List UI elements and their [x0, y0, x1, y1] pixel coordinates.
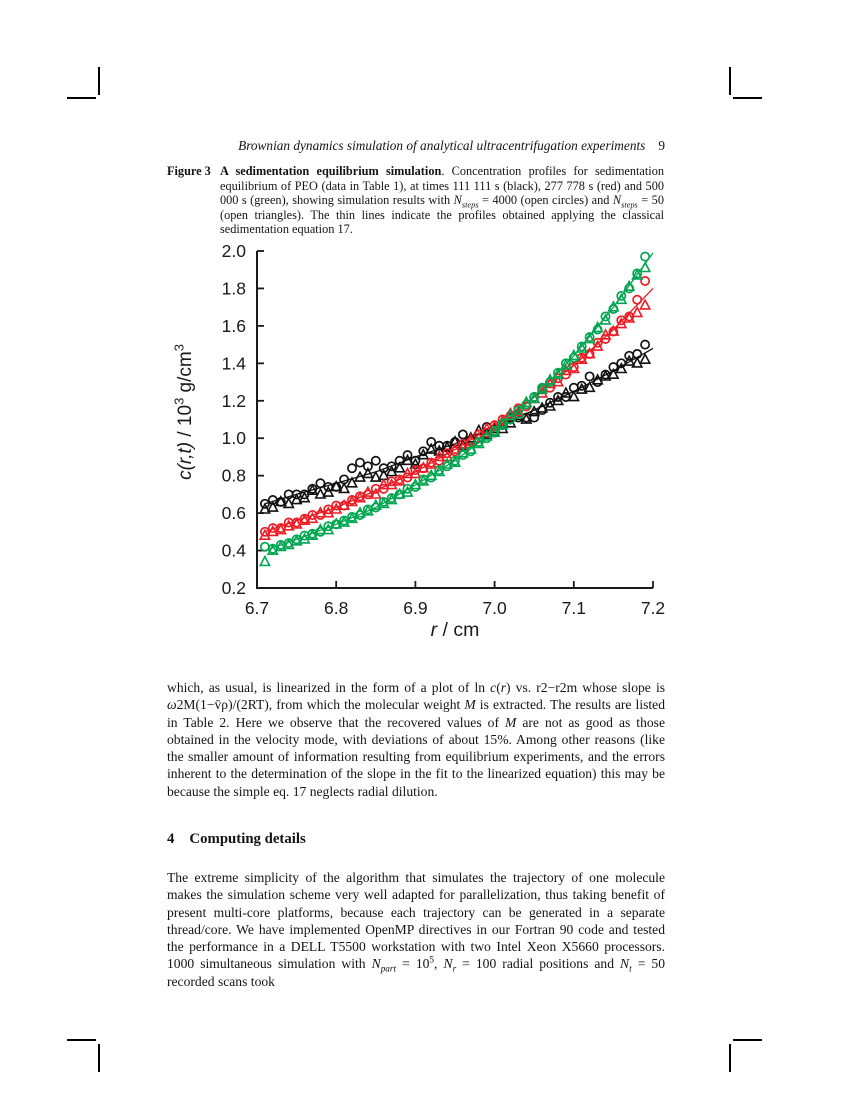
series-black-circles: [261, 341, 649, 508]
x-axis-label: r / cm: [430, 619, 480, 641]
y-tick-label: 0.2: [221, 578, 246, 598]
y-tick-label: 1.2: [221, 390, 246, 411]
y-tick-label: 0.4: [221, 540, 246, 561]
y-tick-label: 0.6: [221, 503, 246, 524]
series-green-circles: [261, 253, 649, 553]
series-black-triangles: [260, 354, 650, 513]
figure-caption-text: A sedimentation equilibrium simulation. Concentration profiles for sedimentation equilibrium of PEO (data in Table 1), at times 111 111 s (black), 277 778 s (red) and 500 000 s (green), showing simulation results with $N_{steps} = 4000$ (open circles) and $N_{steps} = 50$ (open triangles). The thin lines indicate the profiles obtained applying the classical sedimentation equation 17.: [220, 164, 664, 237]
figure-caption-label: Figure 3: [167, 164, 211, 178]
y-tick-label: 1.0: [221, 428, 246, 449]
crop-mark-top-right-h: [733, 97, 762, 99]
crop-mark-top-left-h: [67, 97, 96, 99]
section-heading-computing-details: [167, 831, 306, 848]
x-tick-label: 7.2: [640, 598, 666, 618]
section-number: 4: [167, 831, 175, 847]
paragraph-equilibrium-results: which, as usual, is linearized in the form of a plot of ln c(r) vs. r2−r2m whose slope is ω2M(1−v̄ρ)/(2RT), from which the molecular weight M is extracted. The results are listed in Table 2. Here we observe that the recovered values of M are not as good as those obtained in the velocity mode, with deviations of about 15%. Among other reasons (like the smaller amount of information resulting from equilibrium experiments, and the errors inherent to the determination of the slope in the fit to the linearized equation) this may be because the simple eq. 17 neglects radial dilution.: [167, 680, 666, 799]
crop-mark-bottom-left-v: [98, 1044, 100, 1072]
y-tick-label: 1.6: [221, 315, 246, 336]
crop-mark-bottom-left-h: [67, 1039, 96, 1041]
y-tick-label: 1.4: [221, 353, 246, 374]
y-axis-label: $c(r,t) / 10^3$ $g/cm^3$: [171, 344, 196, 480]
crop-mark-top-right-v: [729, 67, 731, 95]
x-axis-ticks: [245, 581, 665, 618]
x-tick-label: 6.9: [403, 598, 428, 618]
paragraph-computing-details: The extreme simplicity of the algorithm that simulates the trajectory of one molecule makes the simulation scheme very well adapted for parallelization, thus taking benefit of present multi-core platforms, because each trajectory can be generated in a separate thread/core. We have implemented OpenMP directives in our Fortran 90 code and tested the performance in a DELL T5500 workstation with two Intel Xeon X5660 processors. 1000 simultaneous simulation with $N_{part} = 10^5$, $N_r = 100$ radial positions and $N_t = 50$ recorded scans took: [167, 870, 666, 989]
series-red-circles: [261, 277, 649, 536]
series-green-triangles: [260, 263, 650, 566]
x-tick-label: 6.7: [244, 598, 270, 618]
y-tick-label: 2.0: [221, 241, 246, 261]
classical-green: [265, 253, 653, 551]
page-number: 9: [658, 138, 665, 153]
x-tick-label: 6.8: [324, 598, 349, 618]
figure-caption: [167, 164, 664, 237]
x-tick-label: 7.1: [561, 598, 586, 618]
crop-mark-top-left-v: [98, 67, 100, 95]
x-tick-label: 7.0: [482, 598, 507, 618]
chart-canvas: [160, 235, 680, 655]
running-head: [167, 138, 665, 154]
sedimentation-equilibrium-chart: [160, 235, 680, 655]
section-title: Computing details: [189, 831, 306, 847]
y-tick-label: 0.8: [221, 465, 246, 486]
running-head-title: Brownian dynamics simulation of analytical ultracentrifugation experiments: [238, 138, 646, 153]
crop-mark-bottom-right-v: [729, 1044, 731, 1072]
y-tick-label: 1.8: [221, 278, 246, 299]
crop-mark-bottom-right-h: [733, 1039, 762, 1041]
